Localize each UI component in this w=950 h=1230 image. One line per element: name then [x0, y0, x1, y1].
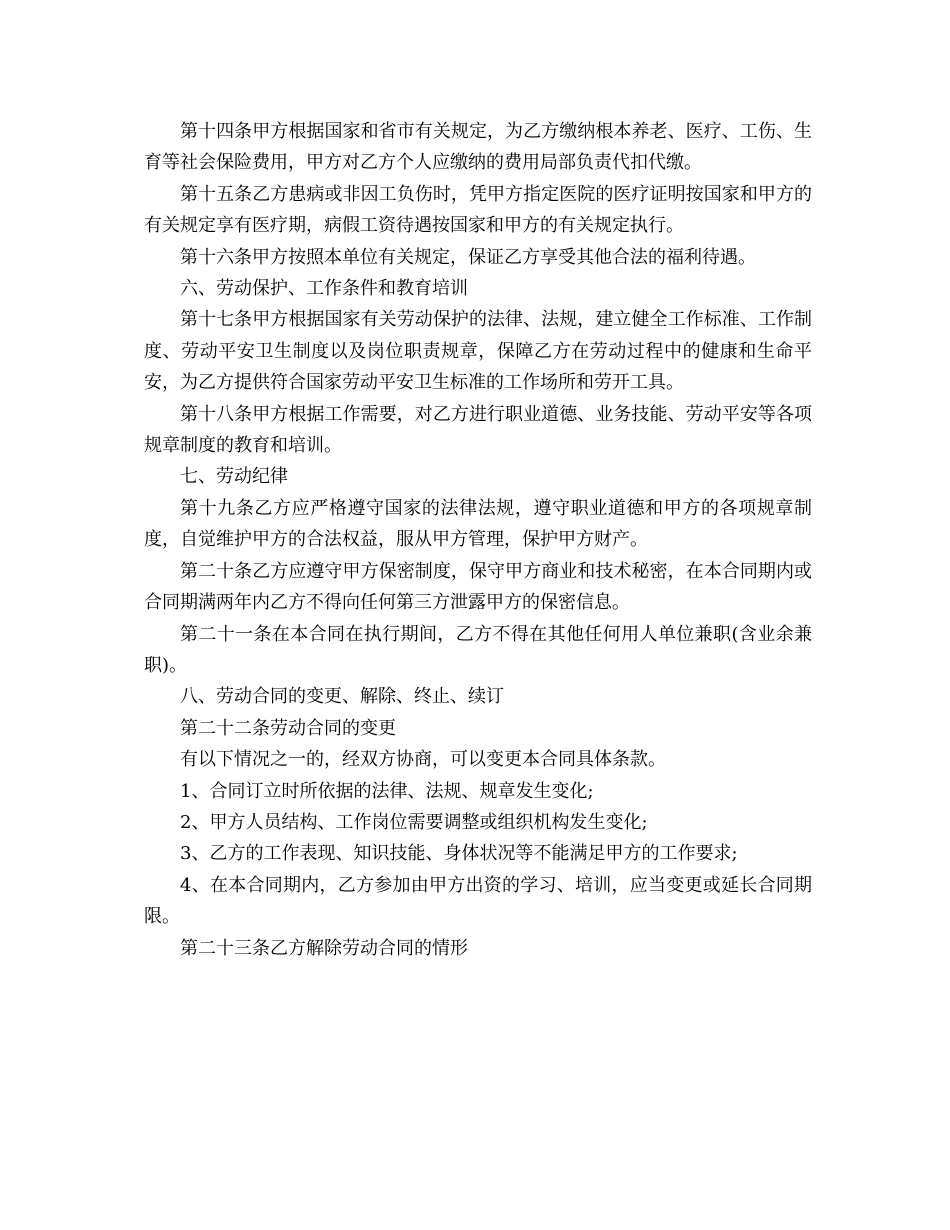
- section-heading-6: 六、劳动保护、工作条件和教育培训: [180, 278, 468, 300]
- article-18: 第十八条甲方根据工作需要，对乙方进行职业道德、业务技能、劳动平安等各项规章制度的教育和培训。: [144, 403, 812, 457]
- list-item-3: 3、乙方的工作表现、知识技能、身体状况等不能满足甲方的工作要求;: [180, 843, 738, 865]
- article-16: 第十六条甲方按照本单位有关规定，保证乙方享受其他合法的福利待遇。: [180, 246, 756, 268]
- section-heading-8: 八、劳动合同的变更、解除、终止、续订: [180, 686, 504, 708]
- list-item-2: 2、甲方人员结构、工作岗位需要调整或组织机构发生变化;: [180, 811, 648, 833]
- article-19: 第十九条乙方应严格遵守国家的法律法规，遵守职业道德和甲方的各项规章制度，自觉维护甲方的合法权益，服从甲方管理，保护甲方财产。: [144, 497, 812, 551]
- article-20: 第二十条乙方应遵守甲方保密制度，保守甲方商业和技术秘密，在本合同期内或合同期满两年内乙方不得向任何第三方泄露甲方的保密信息。: [144, 560, 812, 614]
- document-body: [144, 116, 812, 964]
- article-22-intro: 有以下情况之一的，经双方协商，可以变更本合同具体条款。: [180, 749, 666, 771]
- article-14: 第十四条甲方根据国家和省市有关规定，为乙方缴纳根本养老、医疗、工伤、生育等社会保险费用，甲方对乙方个人应缴纳的费用局部负责代扣代缴。: [144, 121, 812, 174]
- article-17: 第十七条甲方根据国家有关劳动保护的法律、法规，建立健全工作标准、工作制度、劳动平安卫生制度以及岗位职责规章，保障乙方在劳动过程中的健康和生命平安，为乙方提供符合国家劳动平安卫生标准的工作场所和劳开工具。: [144, 309, 812, 394]
- article-21: 第二十一条在本合同在执行期间，乙方不得在其他任何用人单位兼职(含业余兼职)。: [144, 623, 812, 676]
- article-22: 第二十二条劳动合同的变更: [180, 717, 396, 739]
- list-item-1: 1、合同订立时所依据的法律、法规、规章发生变化;: [180, 780, 594, 802]
- article-15: 第十五条乙方患病或非因工负伤时，凭甲方指定医院的医疗证明按国家和甲方的有关规定享有医疗期，病假工资待遇按国家和甲方的有关规定执行。: [144, 183, 812, 237]
- list-item-4: 4、在本合同期内，乙方参加由甲方出资的学习、培训，应当变更或延长合同期限。: [144, 874, 812, 928]
- article-23: 第二十三条乙方解除劳动合同的情形: [180, 937, 468, 959]
- section-heading-7: 七、劳动纪律: [180, 466, 288, 488]
